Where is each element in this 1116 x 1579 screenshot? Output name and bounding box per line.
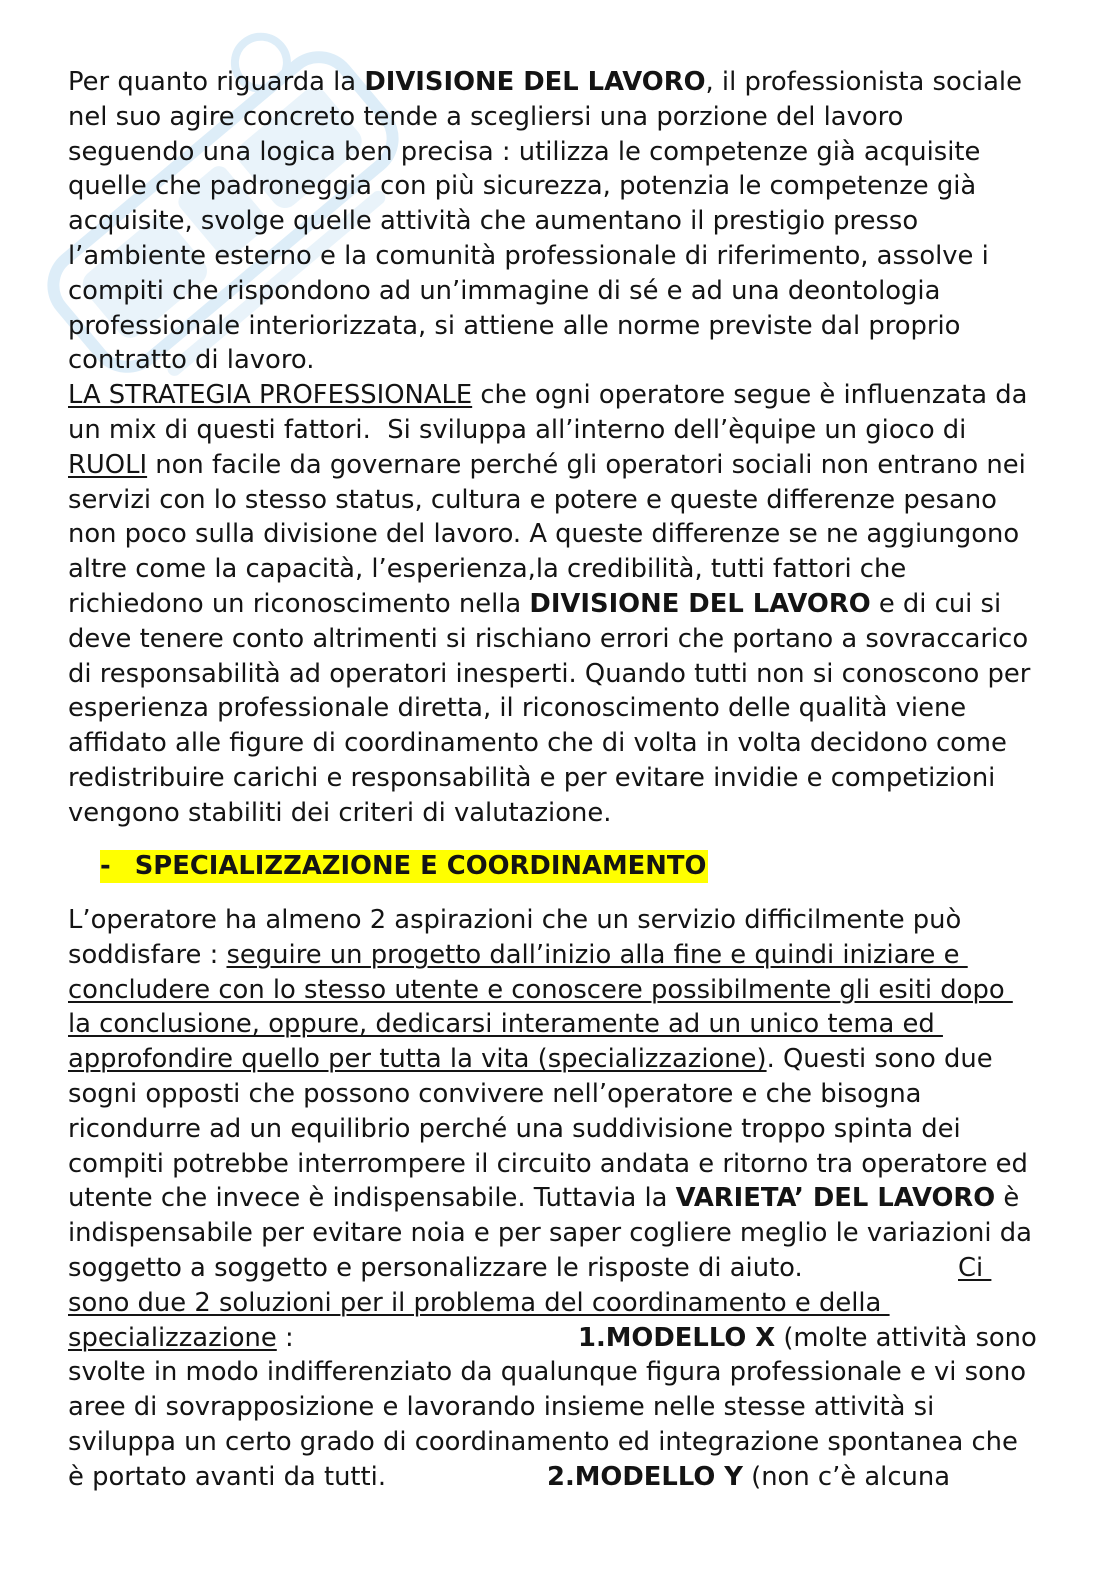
underlined-text: specializzazione [68, 1322, 277, 1353]
text-run: e di cui si [870, 588, 1002, 619]
text-line [68, 903, 1032, 938]
text-block-specialization [68, 903, 1037, 1495]
text-line [68, 1460, 1032, 1495]
underlined-text: seguire un progetto dall’inizio alla fine e quindi iniziare e [226, 939, 968, 970]
text-run: indispensabile per evitare noia e per saper cogliere meglio le variazioni da [68, 1218, 1032, 1249]
text-line [68, 1042, 1032, 1077]
underlined-text: RUOLI [68, 449, 148, 480]
text-run: di responsabilità ad operatori inesperti. Quando tutti non si conoscono per [68, 658, 1031, 689]
text-run: redistribuire carichi e responsabilità e per evitare invidie e competizioni [68, 762, 996, 793]
bold-text: DIVISIONE DEL LAVORO [364, 67, 706, 97]
text-line [68, 587, 1030, 622]
text-line [68, 100, 1030, 135]
underlined-text: la conclusione, oppure, dedicarsi interamente ad un unico tema ed [68, 1009, 943, 1040]
text-run: : [276, 1322, 294, 1353]
text-line [68, 1216, 1032, 1251]
text-line [68, 1077, 1032, 1112]
text-line [68, 343, 1030, 378]
text-run: altre come la capacità, l’esperienza,la credibilità, tutti fattori che [68, 554, 907, 585]
text-run: sviluppa un certo grado di coordinamento ed integrazione spontanea che [68, 1426, 1018, 1457]
heading-bullet: - [100, 851, 111, 881]
text-line [68, 169, 1030, 204]
text-run: nel suo agire concreto tende a scegliersi una porzione del lavoro [68, 101, 904, 132]
text-run: . Questi sono due [766, 1044, 993, 1075]
text-run: vengono stabiliti dei criteri di valutazione. [68, 797, 612, 828]
text-line [68, 448, 1030, 483]
text-line [68, 1112, 1032, 1147]
text-run: seguendo una logica ben precisa : utilizza le competenze già acquisite [68, 136, 981, 167]
text-line [68, 726, 1030, 761]
text-block-division-of-labour [68, 65, 1030, 831]
text-run: affidato alle figure di coordinamento che di volta in volta decidono come [68, 728, 1007, 759]
text-line [68, 65, 1030, 100]
text-line [68, 1321, 1037, 1356]
text-line [68, 657, 1030, 692]
text-run: , il professionista sociale [705, 67, 1022, 97]
text-line [68, 239, 1030, 274]
bold-text: DIVISIONE DEL LAVORO [529, 588, 871, 619]
model-x-item [578, 1321, 1037, 1356]
text-run: professionale interiorizzata, si attiene alle norme previste dal proprio [68, 310, 961, 341]
text-line [68, 1425, 1032, 1460]
text-run: è portato avanti da tutti. [68, 1461, 387, 1492]
text-run: compiti che rispondono ad un’immagine di sé e ad una deontologia [68, 275, 941, 306]
text-run: un mix di questi fattori. Si sviluppa all’interno dell’èquipe un gioco di [68, 414, 967, 445]
underlined-text: sono due 2 soluzioni per il problema del coordinamento e della [68, 1287, 890, 1318]
heading-title: SPECIALIZZAZIONE E COORDINAMENTO [134, 851, 707, 881]
text-line [68, 378, 1030, 413]
text-line [68, 1007, 1032, 1042]
text-run: non facile da governare perché gli operatori sociali non entrano nei [147, 449, 1026, 480]
text-line [68, 938, 1032, 973]
text-run: l’ambiente esterno e la comunità professionale di riferimento, assolve i [68, 240, 989, 271]
text-run: utente che invece è indispensabile. Tuttavia la [68, 1183, 676, 1214]
text-line [68, 622, 1030, 657]
text-run: deve tenere conto altrimenti si rischiano errori che portano a sovraccarico [68, 623, 1029, 654]
text-run: compiti potrebbe interrompere il circuito andata e ritorno tra operatore ed [68, 1148, 1028, 1179]
text-line [68, 204, 1030, 239]
text-run: ricondurre ad un equilibrio perché una suddivisione troppo spinta dei [68, 1113, 961, 1144]
text-line [68, 973, 1032, 1008]
text-run: sogni opposti che possono convivere nell’operatore e che bisogna [68, 1078, 922, 1109]
text-line [68, 1390, 1032, 1425]
text-line [68, 796, 1030, 831]
section-heading-highlighted [100, 850, 708, 883]
text-line [68, 483, 1030, 518]
text-line [68, 1355, 1032, 1390]
text-line [68, 413, 1030, 448]
text-run: acquisite, svolge quelle attività che aumentano il prestigio presso [68, 206, 919, 237]
text-run: soggetto a soggetto e personalizzare le risposte di aiuto. [68, 1252, 803, 1283]
underlined-text: concludere con lo stesso utente e conoscere possibilmente gli esiti dopo [68, 974, 1013, 1005]
text-line [68, 761, 1030, 796]
bold-text: VARIETA’ DEL LAVORO [675, 1183, 996, 1214]
text-run: che ogni operatore segue è influenzata da [472, 380, 1028, 411]
text-run: svolte in modo indifferenziato da qualunque figura professionale e vi sono [68, 1357, 1027, 1388]
text-line [68, 1181, 1032, 1216]
text-run: è [995, 1183, 1020, 1214]
text-line [68, 1147, 1032, 1182]
underlined-text: LA STRATEGIA PROFESSIONALE [68, 380, 473, 411]
text-run: contratto di lavoro. [68, 345, 315, 376]
text-run: servizi con lo stesso status, cultura e potere e queste differenze pesano [68, 484, 997, 515]
text-line [68, 1286, 1032, 1321]
text-run: aree di sovrapposizione e lavorando insieme nelle stesse attività si [68, 1392, 935, 1423]
text-run: esperienza professionale diretta, il riconoscimento delle qualità viene [68, 693, 967, 724]
text-line [68, 552, 1030, 587]
text-line [68, 274, 1030, 309]
bold-text: 2.MODELLO Y [547, 1461, 743, 1492]
text-run: non poco sulla divisione del lavoro. A queste differenze se ne aggiungono [68, 519, 1020, 550]
underlined-text: approfondire quello per tutta la vita (specializzazione) [68, 1044, 767, 1075]
model-y-item [547, 1460, 950, 1495]
underlined-text: Ci [958, 1252, 992, 1283]
text-run: quelle che padroneggia con più sicurezza, potenzia le competenze già [68, 171, 977, 202]
text-run: Per quanto riguarda la [68, 67, 365, 97]
text-line [68, 517, 1030, 552]
text-run: richiedono un riconoscimento nella [68, 588, 530, 619]
text-line [68, 135, 1030, 170]
text-run: (non c’è alcuna [742, 1461, 951, 1492]
text-line [68, 691, 1030, 726]
text-line [68, 309, 1030, 344]
text-run: (molte attività sono [775, 1322, 1037, 1353]
bold-text: 1.MODELLO X [578, 1322, 776, 1353]
text-run: soddisfare : [68, 939, 227, 970]
text-run: L’operatore ha almeno 2 aspirazioni che un servizio difficilmente può [68, 905, 962, 935]
text-line [68, 1251, 1032, 1286]
